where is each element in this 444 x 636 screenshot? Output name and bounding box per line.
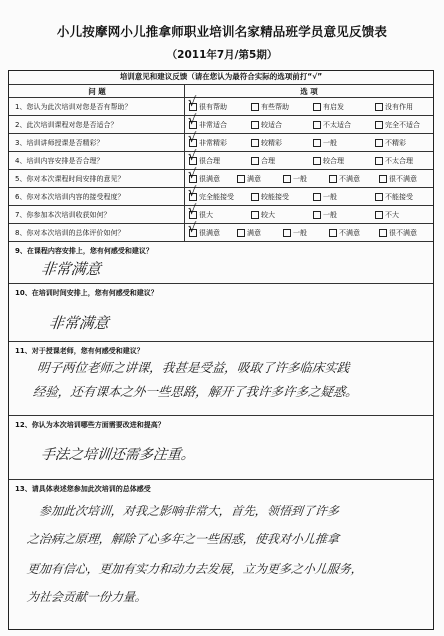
checkbox[interactable] bbox=[375, 139, 383, 147]
question-label: 2、此次培训课程对您是否适合？ bbox=[15, 120, 118, 129]
question-row-8 bbox=[9, 220, 433, 242]
option-item[interactable] bbox=[237, 224, 261, 241]
checkmark-icon: √ bbox=[188, 202, 197, 218]
question-cell bbox=[9, 134, 185, 151]
form-title: 小儿按摩网小儿推拿师职业培训名家精品班学员意见反馈表 bbox=[56, 24, 388, 39]
open-question-10 bbox=[9, 284, 433, 342]
checkbox[interactable] bbox=[379, 229, 387, 237]
question-cell bbox=[9, 170, 185, 187]
checkmark-icon: √ bbox=[188, 94, 197, 110]
checkbox[interactable] bbox=[329, 175, 337, 183]
open-question-label: 9、在课程内容安排上，您有何感受和建议？ bbox=[15, 247, 153, 255]
handwritten-answer: 更加有信心，更加有实力和动力去发展，立为更多之小儿服务， bbox=[26, 562, 364, 576]
question-column-header: 问 题 bbox=[88, 86, 106, 96]
option-label: 非常适合 bbox=[199, 120, 227, 129]
option-label: 合理 bbox=[261, 156, 275, 165]
option-label: 很不满意 bbox=[389, 228, 417, 237]
option-item[interactable] bbox=[375, 206, 399, 223]
options-cell bbox=[185, 220, 433, 241]
option-item[interactable] bbox=[251, 116, 282, 133]
option-item[interactable] bbox=[251, 188, 289, 205]
feedback-table bbox=[8, 70, 434, 630]
checkbox[interactable] bbox=[251, 157, 259, 165]
question-label: 7、你参加本次培训收获如何？ bbox=[15, 210, 111, 219]
options-cell bbox=[185, 112, 433, 133]
option-label: 不能接受 bbox=[385, 192, 413, 201]
question-cell bbox=[9, 206, 185, 223]
open-question-13 bbox=[9, 480, 433, 630]
option-label: 较大 bbox=[261, 210, 275, 219]
checkbox[interactable] bbox=[237, 175, 245, 183]
option-label: 较精彩 bbox=[261, 138, 282, 147]
checkmark-icon: √ bbox=[188, 184, 197, 200]
option-label: 一般 bbox=[323, 192, 337, 201]
checkbox[interactable] bbox=[188, 184, 197, 201]
question-label: 1、您认为此次培训对您是否有帮助？ bbox=[15, 102, 132, 111]
checkbox[interactable] bbox=[329, 229, 337, 237]
question-row-2 bbox=[9, 112, 433, 134]
checkbox[interactable] bbox=[313, 211, 321, 219]
options-column-header: 选 项 bbox=[300, 86, 318, 96]
option-label: 很满意 bbox=[199, 174, 220, 183]
question-label: 5、你对本次课程时间安排的意见？ bbox=[15, 174, 125, 183]
option-item[interactable] bbox=[375, 116, 420, 133]
option-label: 非常精彩 bbox=[199, 138, 227, 147]
question-cell bbox=[9, 116, 185, 133]
question-row-5 bbox=[9, 166, 433, 188]
checkbox[interactable] bbox=[379, 175, 387, 183]
options-cell bbox=[185, 148, 433, 169]
option-label: 很满意 bbox=[199, 228, 220, 237]
checkbox[interactable] bbox=[237, 229, 245, 237]
handwritten-answer: 经验，还有课本之外一些思路，解开了我许多许多之疑惑。 bbox=[32, 384, 359, 399]
option-label: 不太适合 bbox=[323, 120, 351, 129]
checkmark-icon: √ bbox=[188, 166, 197, 182]
checkbox[interactable] bbox=[188, 202, 197, 219]
handwritten-answer: 非常满意 bbox=[40, 260, 102, 278]
open-question-label: 11、对于授课老师，您有何感受和建议？ bbox=[15, 347, 144, 355]
form-subtitle: （2011年7月/第5期） bbox=[166, 49, 278, 61]
option-item[interactable] bbox=[379, 224, 417, 241]
option-item[interactable] bbox=[251, 134, 282, 151]
checkbox[interactable] bbox=[188, 148, 197, 165]
open-question-label: 12、你认为本次培训哪些方面需要改进和提高？ bbox=[15, 421, 165, 429]
option-item[interactable] bbox=[313, 134, 337, 151]
option-label: 完全能接受 bbox=[199, 192, 234, 201]
option-label: 不大 bbox=[385, 210, 399, 219]
checkbox[interactable] bbox=[283, 175, 291, 183]
option-item[interactable] bbox=[313, 98, 344, 115]
checkmark-icon: √ bbox=[188, 130, 197, 146]
checkbox[interactable] bbox=[188, 166, 197, 183]
checkbox[interactable] bbox=[313, 103, 321, 111]
question-label: 4、培训内容安排是否合理？ bbox=[15, 156, 104, 165]
options-cell bbox=[185, 166, 433, 187]
option-item[interactable] bbox=[375, 188, 413, 205]
option-label: 有启发 bbox=[323, 102, 344, 111]
checkbox[interactable] bbox=[313, 121, 321, 129]
options-cell bbox=[185, 94, 433, 115]
question-label: 8、你对本次培训的总体评价如何？ bbox=[15, 228, 125, 237]
handwritten-answer: 非常满意 bbox=[48, 314, 110, 332]
option-item[interactable] bbox=[313, 116, 351, 133]
option-label: 一般 bbox=[293, 174, 307, 183]
checkbox[interactable] bbox=[313, 157, 321, 165]
option-label: 较适合 bbox=[261, 120, 282, 129]
option-item[interactable] bbox=[375, 134, 406, 151]
option-label: 没有作用 bbox=[385, 102, 413, 111]
question-header-cell bbox=[9, 85, 185, 97]
question-cell bbox=[9, 188, 185, 205]
checkmark-icon: √ bbox=[188, 220, 197, 236]
checkbox[interactable] bbox=[251, 139, 259, 147]
option-label: 不满意 bbox=[339, 174, 360, 183]
checkbox[interactable] bbox=[188, 220, 197, 237]
option-label: 较合理 bbox=[323, 156, 344, 165]
question-cell bbox=[9, 98, 185, 115]
checkbox[interactable] bbox=[375, 193, 383, 201]
checkbox[interactable] bbox=[313, 193, 321, 201]
option-item[interactable] bbox=[329, 224, 360, 241]
checkbox[interactable] bbox=[251, 103, 259, 111]
open-question-label: 10、在培训时间安排上，您有何感受和建议？ bbox=[15, 289, 158, 297]
question-row-7 bbox=[9, 202, 433, 224]
handwritten-answer: 为社会贡献一份力量。 bbox=[26, 590, 148, 604]
open-question-12 bbox=[9, 416, 433, 480]
checkbox[interactable] bbox=[375, 157, 383, 165]
checkbox[interactable] bbox=[188, 94, 197, 111]
option-item[interactable] bbox=[379, 170, 417, 187]
checkmark-icon: √ bbox=[188, 148, 197, 164]
checkmark-icon: √ bbox=[188, 112, 197, 128]
option-item[interactable] bbox=[283, 170, 307, 187]
option-label: 不满意 bbox=[339, 228, 360, 237]
option-item[interactable] bbox=[251, 98, 289, 115]
checkbox[interactable] bbox=[375, 211, 383, 219]
option-label: 一般 bbox=[323, 138, 337, 147]
instruction-row bbox=[9, 71, 433, 85]
option-item[interactable] bbox=[188, 220, 220, 241]
option-label: 很不满意 bbox=[389, 174, 417, 183]
checkbox[interactable] bbox=[251, 121, 259, 129]
question-cell bbox=[9, 152, 185, 169]
option-label: 很大 bbox=[199, 210, 213, 219]
checkbox[interactable] bbox=[283, 229, 291, 237]
checkbox[interactable] bbox=[251, 211, 259, 219]
checkbox[interactable] bbox=[251, 193, 259, 201]
checkbox[interactable] bbox=[188, 112, 197, 129]
handwritten-answer: 手法之培训还需多注重。 bbox=[40, 447, 196, 463]
option-label: 满意 bbox=[247, 174, 261, 183]
open-question-label: 13、请具体表述您参加此次培训的总体感受 bbox=[15, 485, 151, 493]
option-item[interactable] bbox=[283, 224, 307, 241]
option-label: 较能接受 bbox=[261, 192, 289, 201]
option-item[interactable] bbox=[375, 152, 413, 169]
option-item[interactable] bbox=[375, 98, 413, 115]
checkbox[interactable] bbox=[375, 103, 383, 111]
open-question-9 bbox=[9, 242, 433, 284]
option-item[interactable] bbox=[313, 188, 337, 205]
option-label: 不精彩 bbox=[385, 138, 406, 147]
checkbox[interactable] bbox=[375, 121, 383, 129]
instruction-text: 培训意见和建议反馈（请在您认为最符合实际的选项前打“√” bbox=[119, 72, 323, 81]
option-item[interactable] bbox=[237, 170, 261, 187]
question-row-4 bbox=[9, 148, 433, 170]
question-label: 6、你对本次培训内容的接受程度？ bbox=[15, 192, 125, 201]
handwritten-answer: 参加此次培训，对我之影响非常大，首先，领悟到了许多 bbox=[38, 504, 340, 518]
option-label: 很有帮助 bbox=[199, 102, 227, 111]
option-label: 不太合理 bbox=[385, 156, 413, 165]
option-label: 很合理 bbox=[199, 156, 220, 165]
question-row-6 bbox=[9, 184, 433, 206]
checkbox[interactable] bbox=[313, 139, 321, 147]
question-row-3 bbox=[9, 130, 433, 152]
question-cell bbox=[9, 224, 185, 241]
option-label: 有些帮助 bbox=[261, 102, 289, 111]
option-label: 一般 bbox=[323, 210, 337, 219]
option-item[interactable] bbox=[251, 152, 275, 169]
options-cell bbox=[185, 130, 433, 151]
option-label: 满意 bbox=[247, 228, 261, 237]
option-item[interactable] bbox=[313, 206, 337, 223]
checkbox[interactable] bbox=[188, 130, 197, 147]
option-item[interactable] bbox=[251, 206, 275, 223]
option-label: 完全不适合 bbox=[385, 120, 420, 129]
handwritten-answer: 之治病之原理，解除了心多年之一些困惑，使我对小儿推拿 bbox=[26, 532, 340, 546]
option-label: 一般 bbox=[293, 228, 307, 237]
option-item[interactable] bbox=[313, 152, 344, 169]
open-question-11 bbox=[9, 342, 433, 416]
handwritten-answer: 明子两位老师之讲课，我甚是受益，吸取了许多临床实践 bbox=[36, 360, 351, 375]
column-header-row bbox=[9, 85, 433, 98]
question-label: 3、培训讲师授课是否精彩？ bbox=[15, 138, 104, 147]
option-item[interactable] bbox=[329, 170, 360, 187]
question-row-1 bbox=[9, 94, 433, 116]
options-cell bbox=[185, 202, 433, 223]
options-cell bbox=[185, 184, 433, 205]
